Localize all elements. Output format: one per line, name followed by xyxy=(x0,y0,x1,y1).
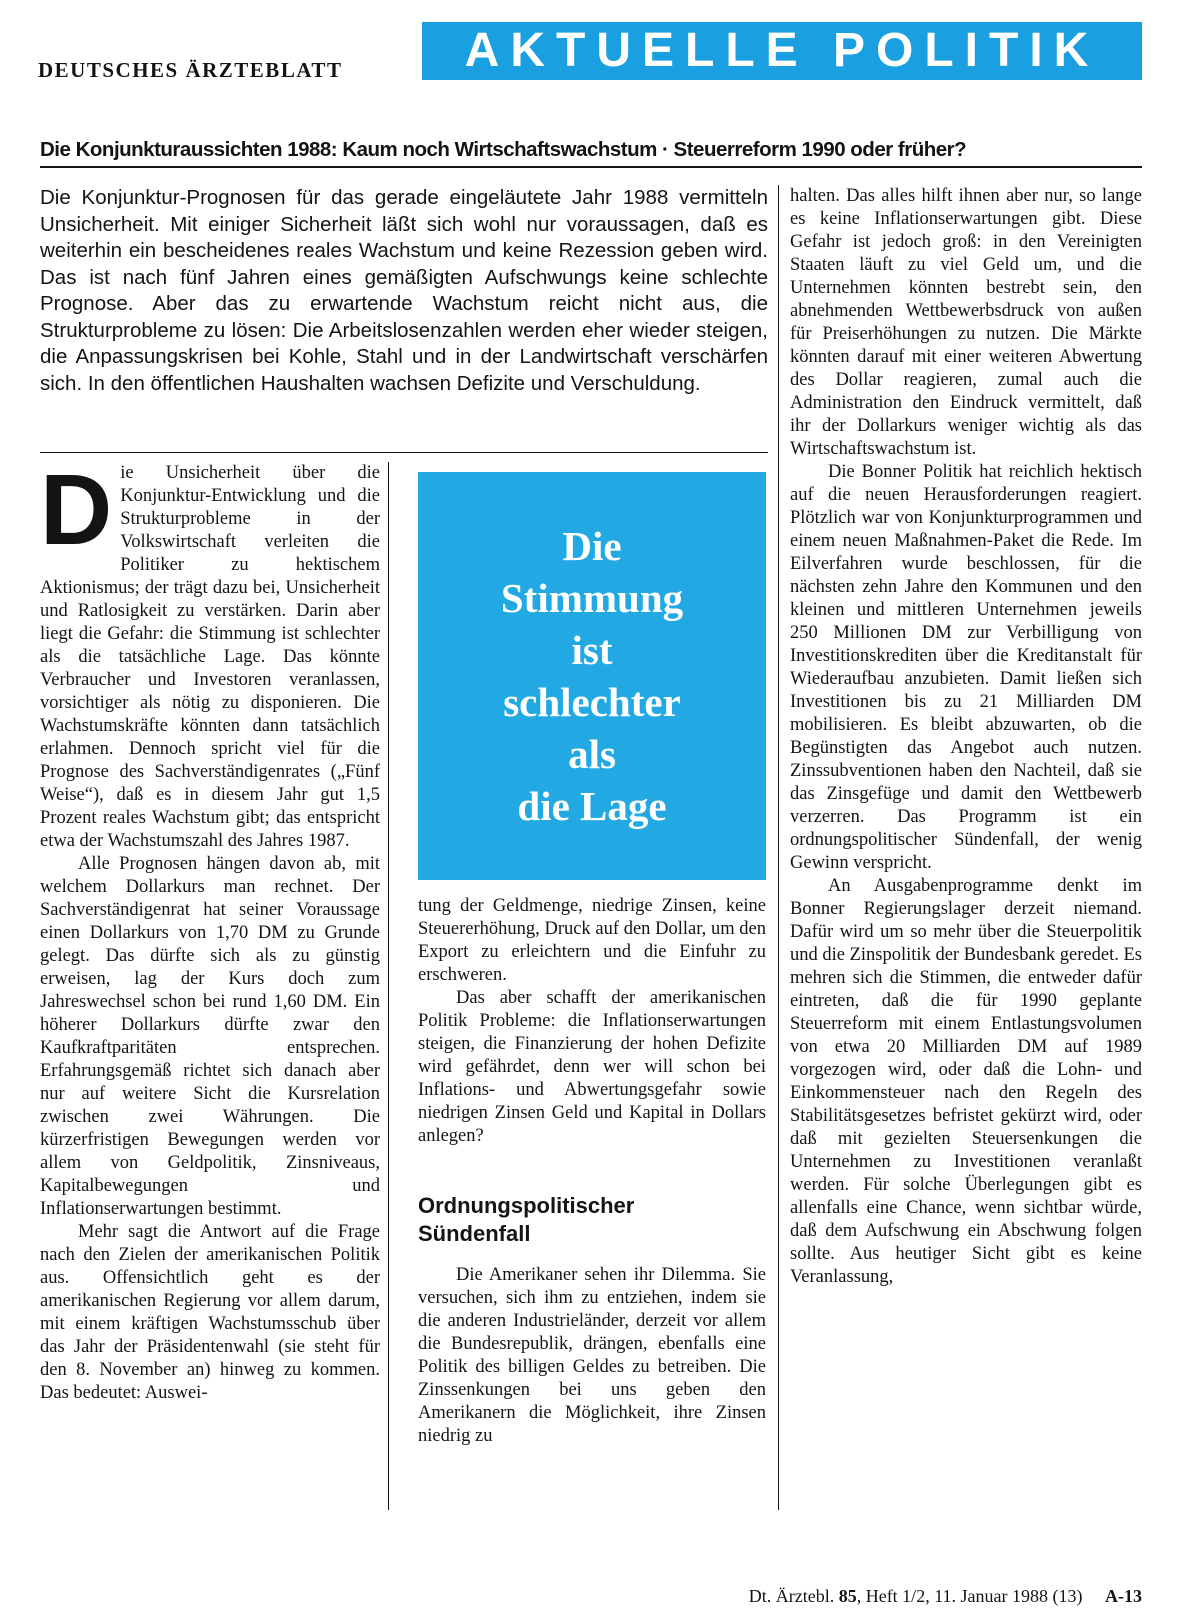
pull-quote-line: ist xyxy=(571,627,613,673)
column-3-paragraph-3: An Ausgabenprogramme denkt im Bonner Regierungslager derzeit niemand. Dafür wird um so mehr über die Steuerpolitik und die Zinspolitik der Bundesbank geredet. Es mehren sich die Stimmen, die entweder dafür eintreten, daß die für 1990 geplante Steuerreform mit einem Entlastungsvolumen von etwa 20 Milliarden DM auf 1989 vorgezogen wird, oder daß die Lohn- und Einkommensteuer nach den Regeln des Stabilitätsgesetzes befristet gekürzt wird, oder daß mit gezielten Steuersenkungen die Unternehmen zu Investitionen veranlaßt werden. Für solche Überlegungen gibt es allenfalls eine Chance, wenn sichtbar würde, daß dem Aufschwung ein Abschwung folgen sollte. Aus heutiger Sicht gibt es keine Veranlassung, xyxy=(790,876,1142,1287)
masthead: DEUTSCHES ÄRZTEBLATT xyxy=(38,58,343,82)
section-banner: AKTUELLE POLITIK xyxy=(422,22,1142,80)
pull-quote-line: als xyxy=(568,731,616,777)
footer-volume: 85 xyxy=(838,1586,857,1606)
column-3-paragraph-2: Die Bonner Politik hat reichlich hektisch auf die neuen Herausforderungen reagiert. Plötzlich war von Konjunkturprogrammen und einem neuen Maßnahmen-Paket die Rede. Im Eilverfahren wurde beschlossen, für die nächsten zehn Jahre den Kommunen und den kleinen und mittleren Unternehmen jeweils 250 Millionen DM zur Verbilligung von Investitionskrediten über die Kreditanstalt für Wiederaufbau anzubieten. Damit ließen sich Investitionen bis zu 21 Milliarden DM mobilisieren. Es bleibt abzuwarten, ob die Begünstigten das Angebot auch nutzen. Zinssubventionen haben den Nachteil, daß sie das Zinsgefüge und damit den Wettbewerb verzerren. Das Programm ist ein ordnungspolitischer Sündenfall, der wenig Gewinn verspricht. xyxy=(790,462,1142,873)
column-2 xyxy=(418,895,766,1512)
column-2-paragraph-2: Das aber schafft der amerikanischen Politik Probleme: die Inflationserwartungen steigen, die Finanzierung der hohen Defizite wird gefährdet, denn wer will schon bei Inflations- und Abwertungsgefahr sowie niedrigen Zinsen Geld und Kapital in Dollars anlegen? xyxy=(418,988,766,1146)
column-3 xyxy=(790,185,1142,1512)
pull-quote-line: schlechter xyxy=(503,679,681,725)
pull-quote-line: Die xyxy=(562,523,622,569)
footer-issue: , Heft 1/2, 11. Januar 1988 (13) xyxy=(856,1586,1083,1606)
lead-paragraph: Die Konjunktur-Prognosen für das gerade eingeläutete Jahr 1988 vermitteln Unsicherheit. Mit einiger Sicherheit läßt sich wohl nur voraussagen, daß es weiterhin ein bescheidenes reales Wachstum und keine Rezession geben wird. Das ist nach fünf Jahren eines gemäßigten Aufschwungs keine schlechte Prognose. Aber das zu erwartende Wachstum reicht nicht aus, die Strukturprobleme zu lösen: Die Arbeitslosenzahlen werden eher wieder steigen, die Anpassungskrisen bei Kohle, Stahl und in der Landwirtschaft verschärfen sich. In den öffentlichen Haushalten wachsen Defizite und Verschuldung. xyxy=(40,186,768,395)
pull-quote-line: die Lage xyxy=(517,783,667,829)
drop-cap: D xyxy=(40,462,113,566)
column-divider-1 xyxy=(388,462,389,1510)
footer-journal: Dt. Ärztebl. xyxy=(748,1586,835,1606)
column-1-paragraph-3: Mehr sagt die Antwort auf die Frage nach den Zielen der amerikanischen Politik aus. Offensichtlich geht es der amerikanischen Regierung vor allem darum, mit einem kräftigen Wachstumsschub über das Jahr der Präsidentenwahl (sie steht für den 8. November an) hinweg zu kommen. Das bedeutet: Auswei- xyxy=(40,1222,380,1403)
column-3-paragraph-1: halten. Das alles hilft ihnen aber nur, so lange es keine Inflationserwartungen gibt. Diese Gefahr ist jedoch groß: in den Vereinigten Staaten läuft zu viel Geld um, und die Unternehmen könnten bestrebt sein, den abnehmenden Wettbewerbsdruck von außen für Preiserhöhungen zu nutzen. Die Märkte könnten darauf mit einer weiteren Abwertung des Dollar reagieren, zumal auch die Administration den Eindruck vermittelt, daß ihr der Dollarkurs weniger wichtig als das Wirtschaftswachstum ist. xyxy=(790,186,1142,459)
headline: Die Konjunkturaussichten 1988: Kaum noch Wirtschaftswachstum · Steuerreform 1990 oder früher? xyxy=(40,138,1142,168)
pull-quote-line: Stimmung xyxy=(500,575,684,621)
page-number: A-13 xyxy=(1105,1586,1142,1606)
column-1-paragraph-1: Die Unsicherheit über die Konjunktur-Entwicklung und die Strukturprobleme in der Volkswirtschaft verleiten die Politiker zu hektischem Aktionismus; der trägt dazu bei, Unsicherheit und Ratlosigkeit zu verstärken. Darin aber liegt die Gefahr: die Stimmung ist schlechter als die tatsächliche Lage. Das könnte Verbraucher und Investoren veranlassen, vorsichtiger als nötig zu disponieren. Die Wachstumskräfte könnten dann tatsächlich erlahmen. Dennoch spricht viel für die Prognose des Sachverständigenrates („Fünf Weise“), daß es in diesem Jahr gut 1,5 Prozent reales Wachstum gibt; das entspricht etwa der Wachstumszahl des Jahres 1987. xyxy=(40,462,380,851)
column-2-paragraph-3: Die Amerikaner sehen ihr Dilemma. Sie versuchen, sich ihm zu entziehen, indem sie die anderen Industrieländer, derzeit vor allem die Bundesrepublik, drängen, ebenfalls eine Politik des billigen Geldes zu betreiben. Die Zinssenkungen bei uns geben den Amerikanern die Möglichkeit, ihre Zinsen niedrig zu xyxy=(418,1265,766,1446)
column-1 xyxy=(40,462,380,1512)
column-divider-2 xyxy=(778,185,779,1510)
column-1-paragraph-2: Alle Prognosen hängen davon ab, mit welchem Dollarkurs man rechnet. Der Sachverständigenrat hat seiner Voraussage einen Dollarkurs von 1,70 DM zu Grunde gelegt. Das dürfte sich als zu günstig erweisen, lag der Kurs doch zum Jahreswechsel schon bei rund 1,60 DM. Ein höherer Dollarkurs dürfte zwar den Kaufkraftparitäten entsprechen. Erfahrungsgemäß richtet sich danach aber nur auf weitere Sicht die Kursrelation zwischen zwei Währungen. Die kürzerfristigen Bewegungen werden vor allem von Geldpolitik, Zinsniveaus, Kapitalbewegungen und Inflationserwartungen bestimmt. xyxy=(40,854,380,1219)
pull-quote xyxy=(418,472,766,880)
column-2-paragraph-1: tung der Geldmenge, niedrige Zinsen, keine Steuererhöhung, Druck auf den Dollar, um den Export zu erleichtern und die Einfuhr zu erschweren. xyxy=(418,896,766,985)
lead-divider xyxy=(40,452,768,453)
subheading: Ordnungspolitischer Sündenfall xyxy=(418,1193,635,1246)
page-footer xyxy=(634,1586,1142,1607)
